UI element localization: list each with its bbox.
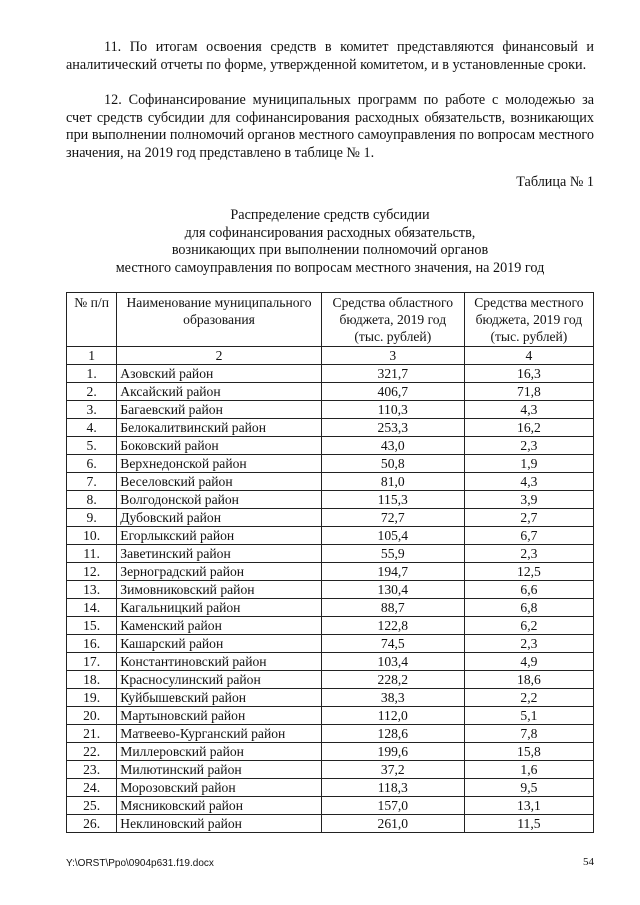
local-amount: 4,3 [464, 473, 593, 491]
table-caption [66, 207, 594, 278]
row-number: 1. [67, 365, 117, 383]
district-name: Веселовский район [117, 473, 322, 491]
row-number: 3. [67, 401, 117, 419]
paragraph-11: 11. По итогам освоения средств в комитет представляются финансовый и аналитический отчеты по форме, утвержденной комитетом, и в установленные сроки. [66, 39, 594, 73]
table-row [67, 419, 594, 437]
column-number-row [67, 347, 594, 365]
row-number: 7. [67, 473, 117, 491]
row-number: 20. [67, 707, 117, 725]
table-row [67, 617, 594, 635]
district-name: Зерноградский район [117, 563, 322, 581]
district-name: Мартыновский район [117, 707, 322, 725]
regional-amount: 157,0 [321, 797, 464, 815]
district-name: Боковский район [117, 437, 322, 455]
local-amount: 13,1 [464, 797, 593, 815]
district-name: Верхнедонской район [117, 455, 322, 473]
caption-line: возникающих при выполнении полномочий органов [171, 242, 489, 259]
regional-amount: 194,7 [321, 563, 464, 581]
regional-amount: 105,4 [321, 527, 464, 545]
local-amount: 6,8 [464, 599, 593, 617]
regional-amount: 112,0 [321, 707, 464, 725]
row-number: 16. [67, 635, 117, 653]
regional-amount: 43,0 [321, 437, 464, 455]
caption-line: местного самоуправления по вопросам местного значения, на 2019 год [115, 260, 545, 277]
regional-amount: 38,3 [321, 689, 464, 707]
local-amount: 1,9 [464, 455, 593, 473]
row-number: 14. [67, 599, 117, 617]
row-number: 19. [67, 689, 117, 707]
regional-amount: 74,5 [321, 635, 464, 653]
table-row [67, 653, 594, 671]
regional-amount: 81,0 [321, 473, 464, 491]
row-number: 25. [67, 797, 117, 815]
row-number: 8. [67, 491, 117, 509]
district-name: Милютинский район [117, 761, 322, 779]
regional-amount: 130,4 [321, 581, 464, 599]
district-name: Неклиновский район [117, 815, 322, 833]
district-name: Миллеровский район [117, 743, 322, 761]
row-number: 23. [67, 761, 117, 779]
local-amount: 16,2 [464, 419, 593, 437]
district-name: Белокалитвинский район [117, 419, 322, 437]
local-amount: 2,3 [464, 545, 593, 563]
table-row [67, 779, 594, 797]
district-name: Морозовский район [117, 779, 322, 797]
local-amount: 11,5 [464, 815, 593, 833]
table-row [67, 437, 594, 455]
regional-amount: 228,2 [321, 671, 464, 689]
row-number: 18. [67, 671, 117, 689]
row-number: 4. [67, 419, 117, 437]
local-amount: 2,2 [464, 689, 593, 707]
col-number: 4 [464, 347, 593, 365]
table-header-row [67, 293, 594, 347]
row-number: 6. [67, 455, 117, 473]
col-number: 2 [117, 347, 322, 365]
district-name: Куйбышевский район [117, 689, 322, 707]
regional-amount: 321,7 [321, 365, 464, 383]
district-name: Кагальницкий район [117, 599, 322, 617]
header-num: № п/п [67, 293, 117, 347]
page-number: 54 [583, 856, 594, 868]
district-name: Кашарский район [117, 635, 322, 653]
district-name: Мясниковский район [117, 797, 322, 815]
district-name: Каменский район [117, 617, 322, 635]
district-name: Егорлыкский район [117, 527, 322, 545]
table-row [67, 491, 594, 509]
local-amount: 18,6 [464, 671, 593, 689]
paragraph-12: 12. Софинансирование муниципальных программ по работе с молодежью за счет средств субсидии для софинансирования расходных обязательств, возникающих при выполнении полномочий органов местного самоуправления по вопросам местного значения, на 2019 год представлено в таблице № 1. [66, 92, 594, 161]
table-row [67, 545, 594, 563]
table-label: Таблица № 1 [516, 174, 594, 190]
footer-file-path: Y:\ORST\Ppo\0904p631.f19.docx [66, 858, 214, 869]
table-row [67, 599, 594, 617]
regional-amount: 115,3 [321, 491, 464, 509]
col-number: 1 [67, 347, 117, 365]
local-amount: 2,3 [464, 437, 593, 455]
local-amount: 5,1 [464, 707, 593, 725]
row-number: 9. [67, 509, 117, 527]
local-amount: 4,9 [464, 653, 593, 671]
table-row [67, 743, 594, 761]
district-name: Заветинский район [117, 545, 322, 563]
regional-amount: 122,8 [321, 617, 464, 635]
row-number: 10. [67, 527, 117, 545]
local-amount: 16,3 [464, 365, 593, 383]
row-number: 21. [67, 725, 117, 743]
district-name: Азовский район [117, 365, 322, 383]
local-amount: 7,8 [464, 725, 593, 743]
regional-amount: 199,6 [321, 743, 464, 761]
district-name: Красносулинский район [117, 671, 322, 689]
regional-amount: 88,7 [321, 599, 464, 617]
row-number: 22. [67, 743, 117, 761]
table-row [67, 815, 594, 833]
table-row [67, 509, 594, 527]
header-regional: Средства областного бюджета, 2019 год (тыс. рублей) [321, 293, 464, 347]
regional-amount: 37,2 [321, 761, 464, 779]
table-row [67, 707, 594, 725]
regional-amount: 253,3 [321, 419, 464, 437]
table-row [67, 689, 594, 707]
regional-amount: 50,8 [321, 455, 464, 473]
row-number: 2. [67, 383, 117, 401]
row-number: 12. [67, 563, 117, 581]
local-amount: 9,5 [464, 779, 593, 797]
local-amount: 3,9 [464, 491, 593, 509]
table-row [67, 671, 594, 689]
table-row [67, 473, 594, 491]
district-name: Матвеево-Курганский район [117, 725, 322, 743]
row-number: 5. [67, 437, 117, 455]
header-local: Средства местного бюджета, 2019 год (тыс. рублей) [464, 293, 593, 347]
district-name: Зимовниковский район [117, 581, 322, 599]
row-number: 26. [67, 815, 117, 833]
local-amount: 6,2 [464, 617, 593, 635]
local-amount: 2,7 [464, 509, 593, 527]
regional-amount: 261,0 [321, 815, 464, 833]
regional-amount: 118,3 [321, 779, 464, 797]
table-row [67, 563, 594, 581]
district-name: Дубовский район [117, 509, 322, 527]
district-name: Аксайский район [117, 383, 322, 401]
local-amount: 2,3 [464, 635, 593, 653]
local-amount: 15,8 [464, 743, 593, 761]
table-body [67, 365, 594, 833]
table-row [67, 581, 594, 599]
regional-amount: 103,4 [321, 653, 464, 671]
local-amount: 6,7 [464, 527, 593, 545]
table-row [67, 401, 594, 419]
table-row [67, 365, 594, 383]
table-row [67, 635, 594, 653]
row-number: 15. [67, 617, 117, 635]
local-amount: 6,6 [464, 581, 593, 599]
regional-amount: 72,7 [321, 509, 464, 527]
regional-amount: 128,6 [321, 725, 464, 743]
regional-amount: 55,9 [321, 545, 464, 563]
local-amount: 1,6 [464, 761, 593, 779]
district-name: Багаевский район [117, 401, 322, 419]
subsidy-table [66, 292, 594, 833]
table-row [67, 383, 594, 401]
col-number: 3 [321, 347, 464, 365]
row-number: 24. [67, 779, 117, 797]
row-number: 17. [67, 653, 117, 671]
table-row [67, 455, 594, 473]
local-amount: 12,5 [464, 563, 593, 581]
caption-line: Распределение средств субсидии [230, 207, 430, 223]
table-row [67, 797, 594, 815]
row-number: 11. [67, 545, 117, 563]
local-amount: 71,8 [464, 383, 593, 401]
table-row [67, 725, 594, 743]
table-row [67, 761, 594, 779]
regional-amount: 406,7 [321, 383, 464, 401]
header-name: Наименование муниципального образования [117, 293, 322, 347]
row-number: 13. [67, 581, 117, 599]
district-name: Волгодонской район [117, 491, 322, 509]
regional-amount: 110,3 [321, 401, 464, 419]
caption-line: для софинансирования расходных обязательств, [184, 224, 476, 241]
local-amount: 4,3 [464, 401, 593, 419]
table-row [67, 527, 594, 545]
district-name: Константиновский район [117, 653, 322, 671]
